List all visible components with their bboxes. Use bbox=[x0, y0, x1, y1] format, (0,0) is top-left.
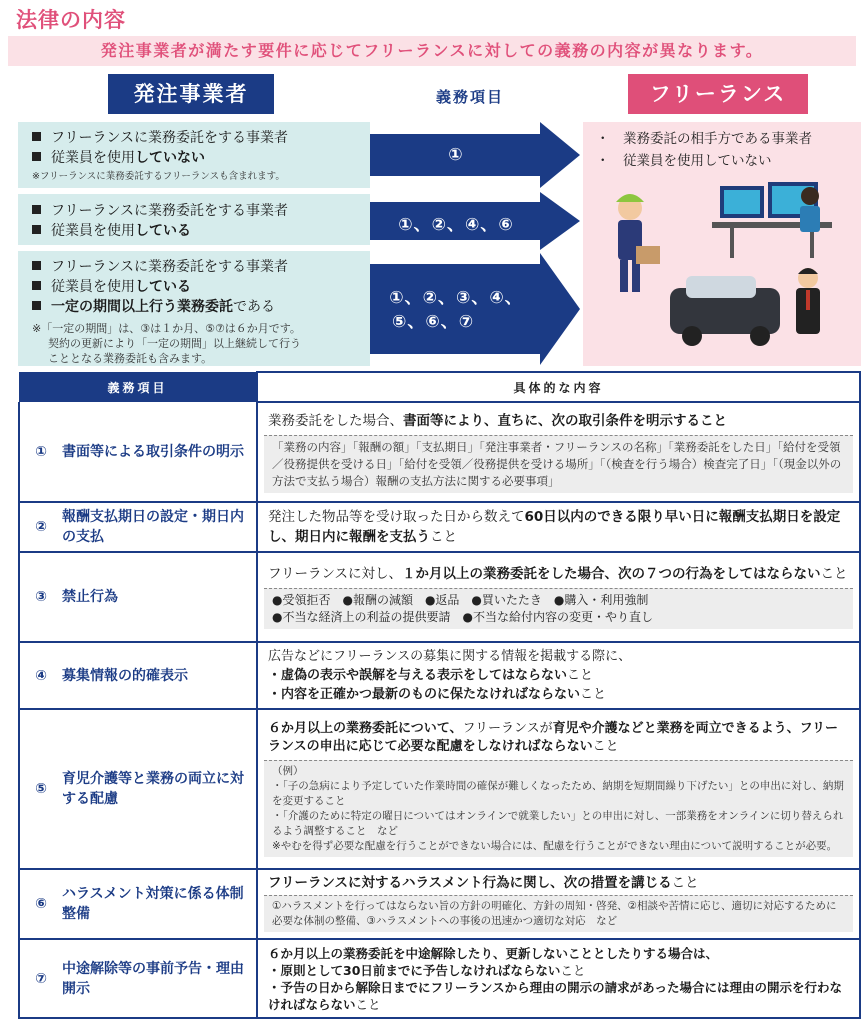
condition-line: 一定の期間以上行う業務委託である bbox=[32, 297, 356, 317]
arrow-label-2: ①、②、④、⑥ bbox=[398, 215, 514, 235]
car-icon bbox=[670, 276, 780, 346]
obligation-content: フリーランスに対するハラスメント行為に関し、次の措置を講じること bbox=[268, 875, 699, 891]
obligation-content: ６か月以上の業務委託を中途解除したり、更新しないこととしたりする場合は、 ・原則として30日前までに予告しなければならないこと ・予告の日から解除日までにフリーランスから理由の開示の請求があった場合には理由の開示を行わなければならないこと bbox=[268, 945, 843, 1012]
obligation-detail: 「業務の内容」「報酬の額」「支払期日」「発注事業者・フリーランスの名称」「業務委託をした日」「給付を受領／役務提供を受ける日」「給付を受領／役務提供を受ける場所」「（検査を行う場合）検査完了日」「（現金以外の方法で支払う場合）報酬の支払方法に関する必要事項」 bbox=[264, 435, 853, 493]
condition-box-2 bbox=[18, 194, 370, 245]
obligation-content: 発注した物品等を受け取った日から数えて60日以内のできる限り早い日に報酬支払期日を設定し、期日内に報酬を支払うこと bbox=[268, 509, 841, 545]
table-row bbox=[19, 939, 860, 1018]
condition-note: 契約の更新により「一定の期間」以上継続して行う bbox=[48, 337, 301, 350]
obligation-label: ⑤ 育児介護等と業務の両立に対する配慮 bbox=[35, 771, 244, 807]
freelance-illustration bbox=[600, 178, 850, 358]
condition-box-3 bbox=[18, 251, 370, 366]
table-row bbox=[19, 402, 860, 502]
delivery-person-icon bbox=[616, 194, 660, 292]
condition-note: ※「一定の期間」は、③は１か月、⑤⑦は６か月です。 bbox=[32, 322, 301, 335]
businessman-icon bbox=[796, 268, 820, 334]
obligation-detail: ●受領拒否 ●報酬の減額 ●返品 ●買いたたき ●購入・利用強制 ●不当な経済上の利益の提供要請 ●不当な給付内容の変更・やり直し bbox=[264, 588, 853, 629]
obligation-label: ② 報酬支払期日の設定・期日内の支払 bbox=[35, 509, 244, 545]
condition-line: 従業員を使用している bbox=[32, 277, 356, 297]
header-obligations: 義務項目 bbox=[435, 88, 504, 106]
obligation-label: ④ 募集情報の的確表示 bbox=[35, 667, 188, 684]
table-header-content: 具体的な内容 bbox=[257, 372, 860, 402]
condition-line: フリーランスに業務委託をする事業者 bbox=[32, 257, 356, 277]
table-row bbox=[19, 642, 860, 709]
obligation-content: 業務委託をした場合、書面等により、直ちに、次の取引条件を明示すること bbox=[268, 412, 727, 429]
table-row bbox=[19, 709, 860, 869]
freelance-item: ・ 従業員を使用していない bbox=[596, 153, 772, 169]
condition-note: こととなる業務委託も含みます。 bbox=[48, 352, 213, 365]
obligation-content: フリーランスに対し、１か月以上の業務委託をした場合、次の７つの行為をしてはならないこと bbox=[268, 566, 848, 582]
condition-line: 従業員を使用している bbox=[32, 221, 356, 241]
table-header-item: 義務項目 bbox=[19, 372, 257, 402]
freelance-list bbox=[596, 128, 812, 172]
obligation-content: ６か月以上の業務委託について、フリーランスが育児や介護などと業務を両立できるよう、フリーランスの申出に応じて必要な配慮をしなければならないこと bbox=[268, 721, 839, 754]
table-row bbox=[19, 502, 860, 552]
obligations-table bbox=[18, 371, 861, 1019]
obligation-label: ⑦ 中途解除等の事前予告・理由開示 bbox=[35, 960, 244, 997]
computer-worker-icon bbox=[712, 182, 832, 258]
condition-note: ※フリーランスに業務委託するフリーランスも含まれます。 bbox=[32, 171, 285, 182]
condition-box-1 bbox=[18, 122, 370, 188]
subtitle-text: 発注事業者が満たす要件に応じてフリーランスに対しての義務の内容が異なります。 bbox=[100, 41, 764, 60]
arrow-label-1: ① bbox=[448, 145, 464, 165]
obligation-label: ⑥ ハラスメント対策に係る体制整備 bbox=[35, 886, 244, 922]
table-header-row bbox=[19, 372, 860, 402]
table-row bbox=[19, 869, 860, 939]
arrow-label-3b: ⑤、⑥、⑦ bbox=[392, 312, 475, 332]
page-title: 法律の内容 bbox=[16, 8, 126, 32]
header-freelance: フリーランス bbox=[628, 74, 808, 114]
condition-line: フリーランスに業務委託をする事業者 bbox=[32, 128, 356, 148]
condition-line: フリーランスに業務委託をする事業者 bbox=[32, 201, 356, 221]
header-client: 発注事業者 bbox=[108, 74, 274, 114]
obligation-detail: ①ハラスメントを行ってはならない旨の方針の明確化、方針の周知・啓発、②相談や苦情に応じ、適切に対応するために必要な体制の整備、③ハラスメントへの事後の迅速かつ適切な対応 など bbox=[264, 895, 853, 932]
arrow-label-3a: ①、②、③、④、 bbox=[389, 288, 523, 308]
freelance-item: ・ 業務委託の相手方である事業者 bbox=[596, 131, 812, 147]
obligation-detail: （例） ・「子の急病により予定していた作業時間の確保が難しくなったため、納期を短期間繰り下げたい」との申出に対し、納期を変更すること ・「介護のために特定の曜日についてはオンラインで就業したい」との申出に対し、一部業務をオンラインに切り替えられるよう調整すること など ※やむを得ず必要な配慮を行うことができない場合には、配慮を行うことができない理由について説明することが必要。 bbox=[264, 760, 853, 857]
obligation-label: ③ 禁止行為 bbox=[35, 589, 118, 605]
obligation-content: 広告などにフリーランスの募集に関する情報を掲載する際に、 ・虚偽の表示や誤解を与える表示をしてはならないこと ・内容を正確かつ最新のものに保たなければならないこと bbox=[268, 649, 632, 702]
condition-line: 従業員を使用していない bbox=[32, 148, 356, 168]
table-row bbox=[19, 552, 860, 642]
obligation-label: ① 書面等による取引条件の明示 bbox=[35, 443, 244, 460]
